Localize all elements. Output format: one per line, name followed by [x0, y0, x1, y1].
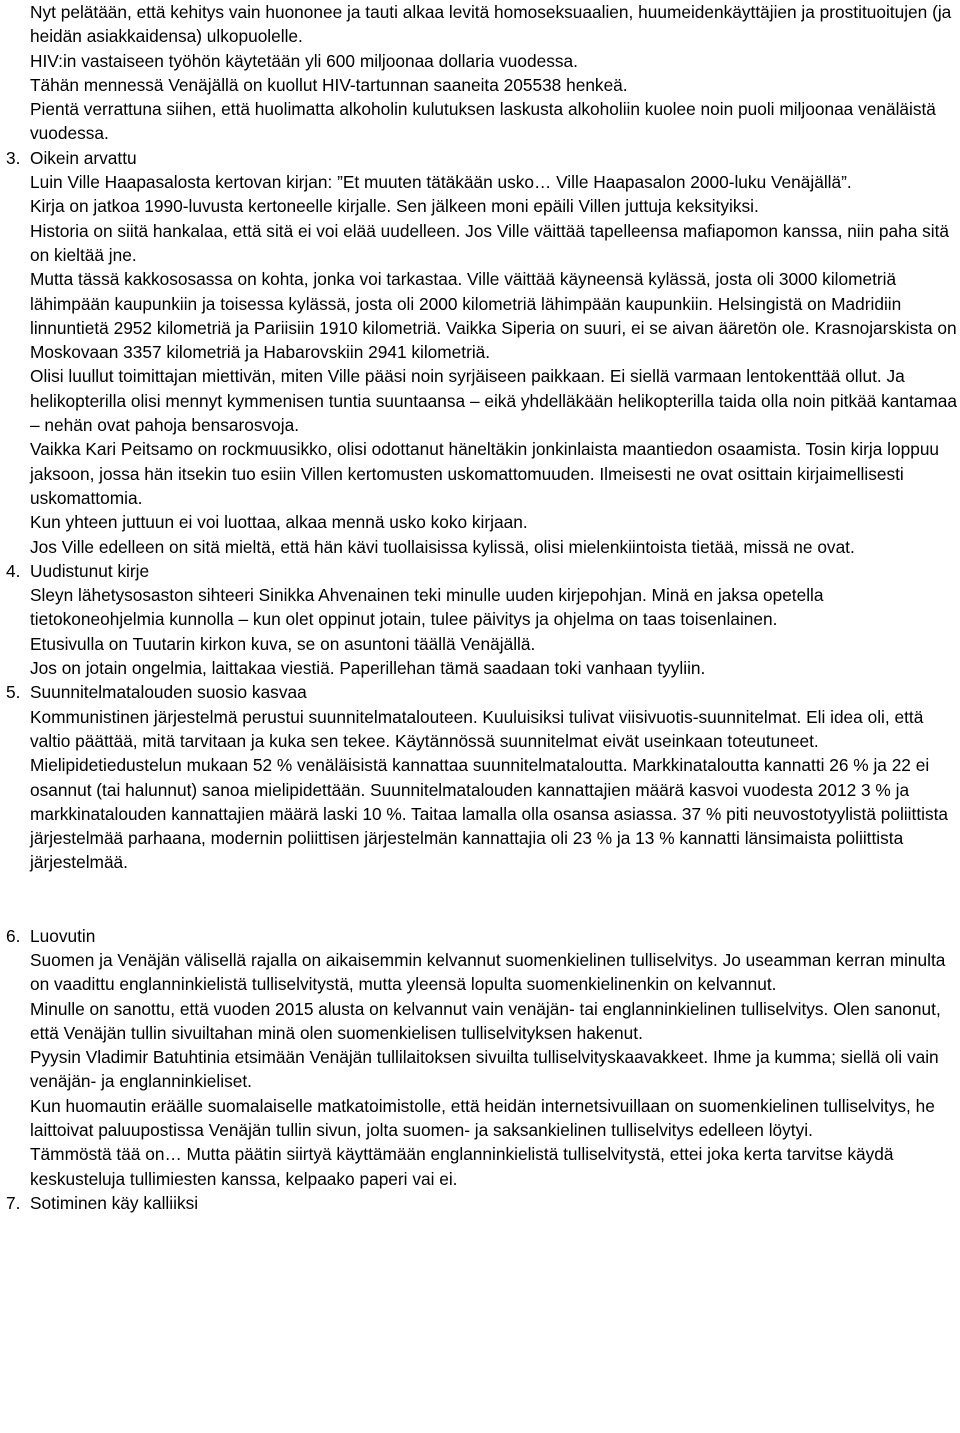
paragraph: Historia on siitä hankalaa, että sitä ei voi elää uudelleen. Jos Ville väittää tapelleensa mafiapomon kanssa, niin paha sitä on kieltää jne.	[30, 220, 950, 265]
paragraph: Vaikka Kari Peitsamo on rockmuusikko, olisi odottanut häneltäkin jonkinlaista maantiedon osaamista. Tosin kirja loppuu jaksoon, jossa hän itsekin tuo esiin Villen kertomusten uskomattomuuden. Ilmeisesti ne ovat osittain kirjaimellisesti uskomattomia.	[30, 439, 940, 508]
paragraph: Nyt pelätään, että kehitys vain huononee ja tauti alkaa levitä homoseksuaalien, huumeidenkäyttäjien ja prostituoitujen (ja heidän asiakkaidensa) ulkopuolelle.	[30, 2, 952, 47]
paragraph: Etusivulla on Tuutarin kirkon kuva, se on asuntoni täällä Venäjällä.	[30, 633, 536, 654]
paragraph: Pyysin Vladimir Batuhtinia etsimään Venäjän tullilaitoksen sivuilta tulliselvityskaavakkeet. Ihme ja kumma; siellä oli vain venäjän- ja englanninkieliset.	[30, 1047, 939, 1092]
section-3	[6, 146, 960, 559]
intro-text	[30, 0, 960, 146]
paragraph: Jos Ville edelleen on sitä mieltä, että hän kävi tuollaisissa kylissä, olisi mielenkiintoista tietää, missä ne ovat.	[30, 536, 855, 557]
spacer	[30, 875, 960, 924]
section-number: 3.	[6, 147, 21, 168]
paragraph: Pientä verrattuna siihen, että huolimatta alkoholin kulutuksen laskusta alkoholiin kuolee noin puoli miljoonaa venäläistä vuodessa.	[30, 99, 936, 144]
paragraph: Mutta tässä kakkososassa on kohta, jonka voi tarkastaa. Ville väittää käyneensä kylässä, josta oli 3000 kilometriä lähimpään kaupunkiin ja toisessa kylässä, josta oli 2000 kilometriä lähimpään kaupunkiin. Helsingistä on Madridiin linnuntietä 2952 kilometriä ja Pariisiin 1910 kilometriä. Vaikka Siperia on suuri, ei se aivan ääretön ole. Krasnojarskista on Moskovaan 3357 kilometriä ja Habarovskiin 2941 kilometriä.	[30, 269, 957, 363]
paragraph: Sleyn lähetysosaston sihteeri Sinikka Ahvenainen teki minulle uuden kirjepohjan. Minä en jaksa opetella tietokoneohjelmia kunnolla – kun olet oppinut jotain, tulee päivitys ja ohjelma on taas toisenlainen.	[30, 585, 824, 630]
paragraph: Jos on jotain ongelmia, laittakaa viestiä. Paperillehan tämä saadaan toki vanhaan tyyliin.	[30, 658, 706, 679]
paragraph: Kommunistinen järjestelmä perustui suunnitelmatalouteen. Kuuluisiksi tulivat viisivuotis-suunnitelmat. Eli idea oli, että valtio päättää, mitä tarvitaan ja kuka sen tekee. Käytännössä suunnitelmat eivät useinkaan toteutuneet.	[30, 706, 924, 751]
section-number: 5.	[6, 682, 21, 703]
section-5	[6, 680, 960, 874]
section-number: 7.	[6, 1192, 21, 1213]
section-number: 6.	[6, 925, 21, 946]
section-title: Oikein arvattu	[30, 147, 137, 168]
paragraph: Kun yhteen juttuun ei voi luottaa, alkaa mennä usko koko kirjaan.	[30, 512, 528, 533]
paragraph: Mielipidetiedustelun mukaan 52 % venäläisistä kannattaa suunnitelmataloutta. Markkinataloutta kannatti 26 % ja 22 ei osannut (tai halunnut) sanoa mielipidettään. Suunnitelmatalouden kannattajien määrä kasvoi vuodesta 2012 3 % ja markkinatalouden kannattajien määrä laski 10 %. Taitaa lamalla olla osansa asiassa. 37 % piti neuvostotyylistä poliittista järjestelmää parhaana, modernin poliittisen järjestelmän kannattajia oli 23 % ja 13 % kannatti länsimaista poliittista järjestelmää.	[30, 755, 949, 873]
paragraph: Tähän mennessä Venäjällä on kuollut HIV-tartunnan saaneita 205538 henkeä.	[30, 74, 628, 95]
paragraph: Minulle on sanottu, että vuoden 2015 alusta on kelvannut vain venäjän- tai englanninkielinen tulliselvitys. Olen sanonut, että Venäjän tullin sivuiltahan minä olen suomenkielisen tulliselvityksen hakenut.	[30, 998, 941, 1043]
paragraph: HIV:in vastaiseen työhön käytetään yli 600 miljoonaa dollaria vuodessa.	[30, 50, 578, 71]
paragraph: Luin Ville Haapasalosta kertovan kirjan: ”Et muuten tätäkään usko… Ville Haapasalon 2000-luku Venäjällä”.	[30, 172, 852, 193]
section-4	[6, 559, 960, 680]
paragraph: Kirja on jatkoa 1990-luvusta kertoneelle kirjalle. Sen jälkeen moni epäili Villen juttuja keksityiksi.	[30, 196, 759, 217]
paragraph: Kun huomautin eräälle suomalaiselle matkatoimistolle, että heidän internetsivuillaan on suomenkielinen tulliselvitys, he laittoivat paluupostissa Venäjän tullin sivun, jolta suomen- ja saksankielinen tulliselvitys edelleen löytyi.	[30, 1095, 935, 1141]
section-7	[6, 1191, 960, 1215]
section-title: Uudistunut kirje	[30, 560, 150, 581]
paragraph: Tämmöstä tää on… Mutta päätin siirtyä käyttämään englanninkielistä tulliselvitystä, ettei joka kerta tarvitse käydä keskusteluja tullimiesten kanssa, kelpaako paperi vai ei.	[30, 1144, 894, 1189]
section-title: Luovutin	[30, 925, 96, 946]
section-6	[6, 924, 960, 1191]
section-number: 4.	[6, 560, 21, 581]
paragraph: Olisi luullut toimittajan miettivän, miten Ville pääsi noin syrjäiseen paikkaan. Ei siellä varmaan lentokenttää ollut. Ja helikopterilla olisi mennyt kymmenisen tuntia suuntaansa – eikä yhdelläkään helikopterilla taida olla noin pitkää kantamaa – nehän ovat pahoja bensarosvoja.	[30, 366, 958, 436]
section-title: Sotiminen käy kalliiksi	[30, 1192, 199, 1213]
section-title: Suunnitelmatalouden suosio kasvaa	[30, 682, 307, 703]
paragraph: Suomen ja Venäjän välisellä rajalla on aikaisemmin kelvannut suomenkielinen tulliselvitys. Jo useamman kerran minulta on vaadittu englanninkielistä tulliselvitystä, mutta yleensä lopulta suomenkielinenkin on kelvannut.	[30, 949, 946, 995]
